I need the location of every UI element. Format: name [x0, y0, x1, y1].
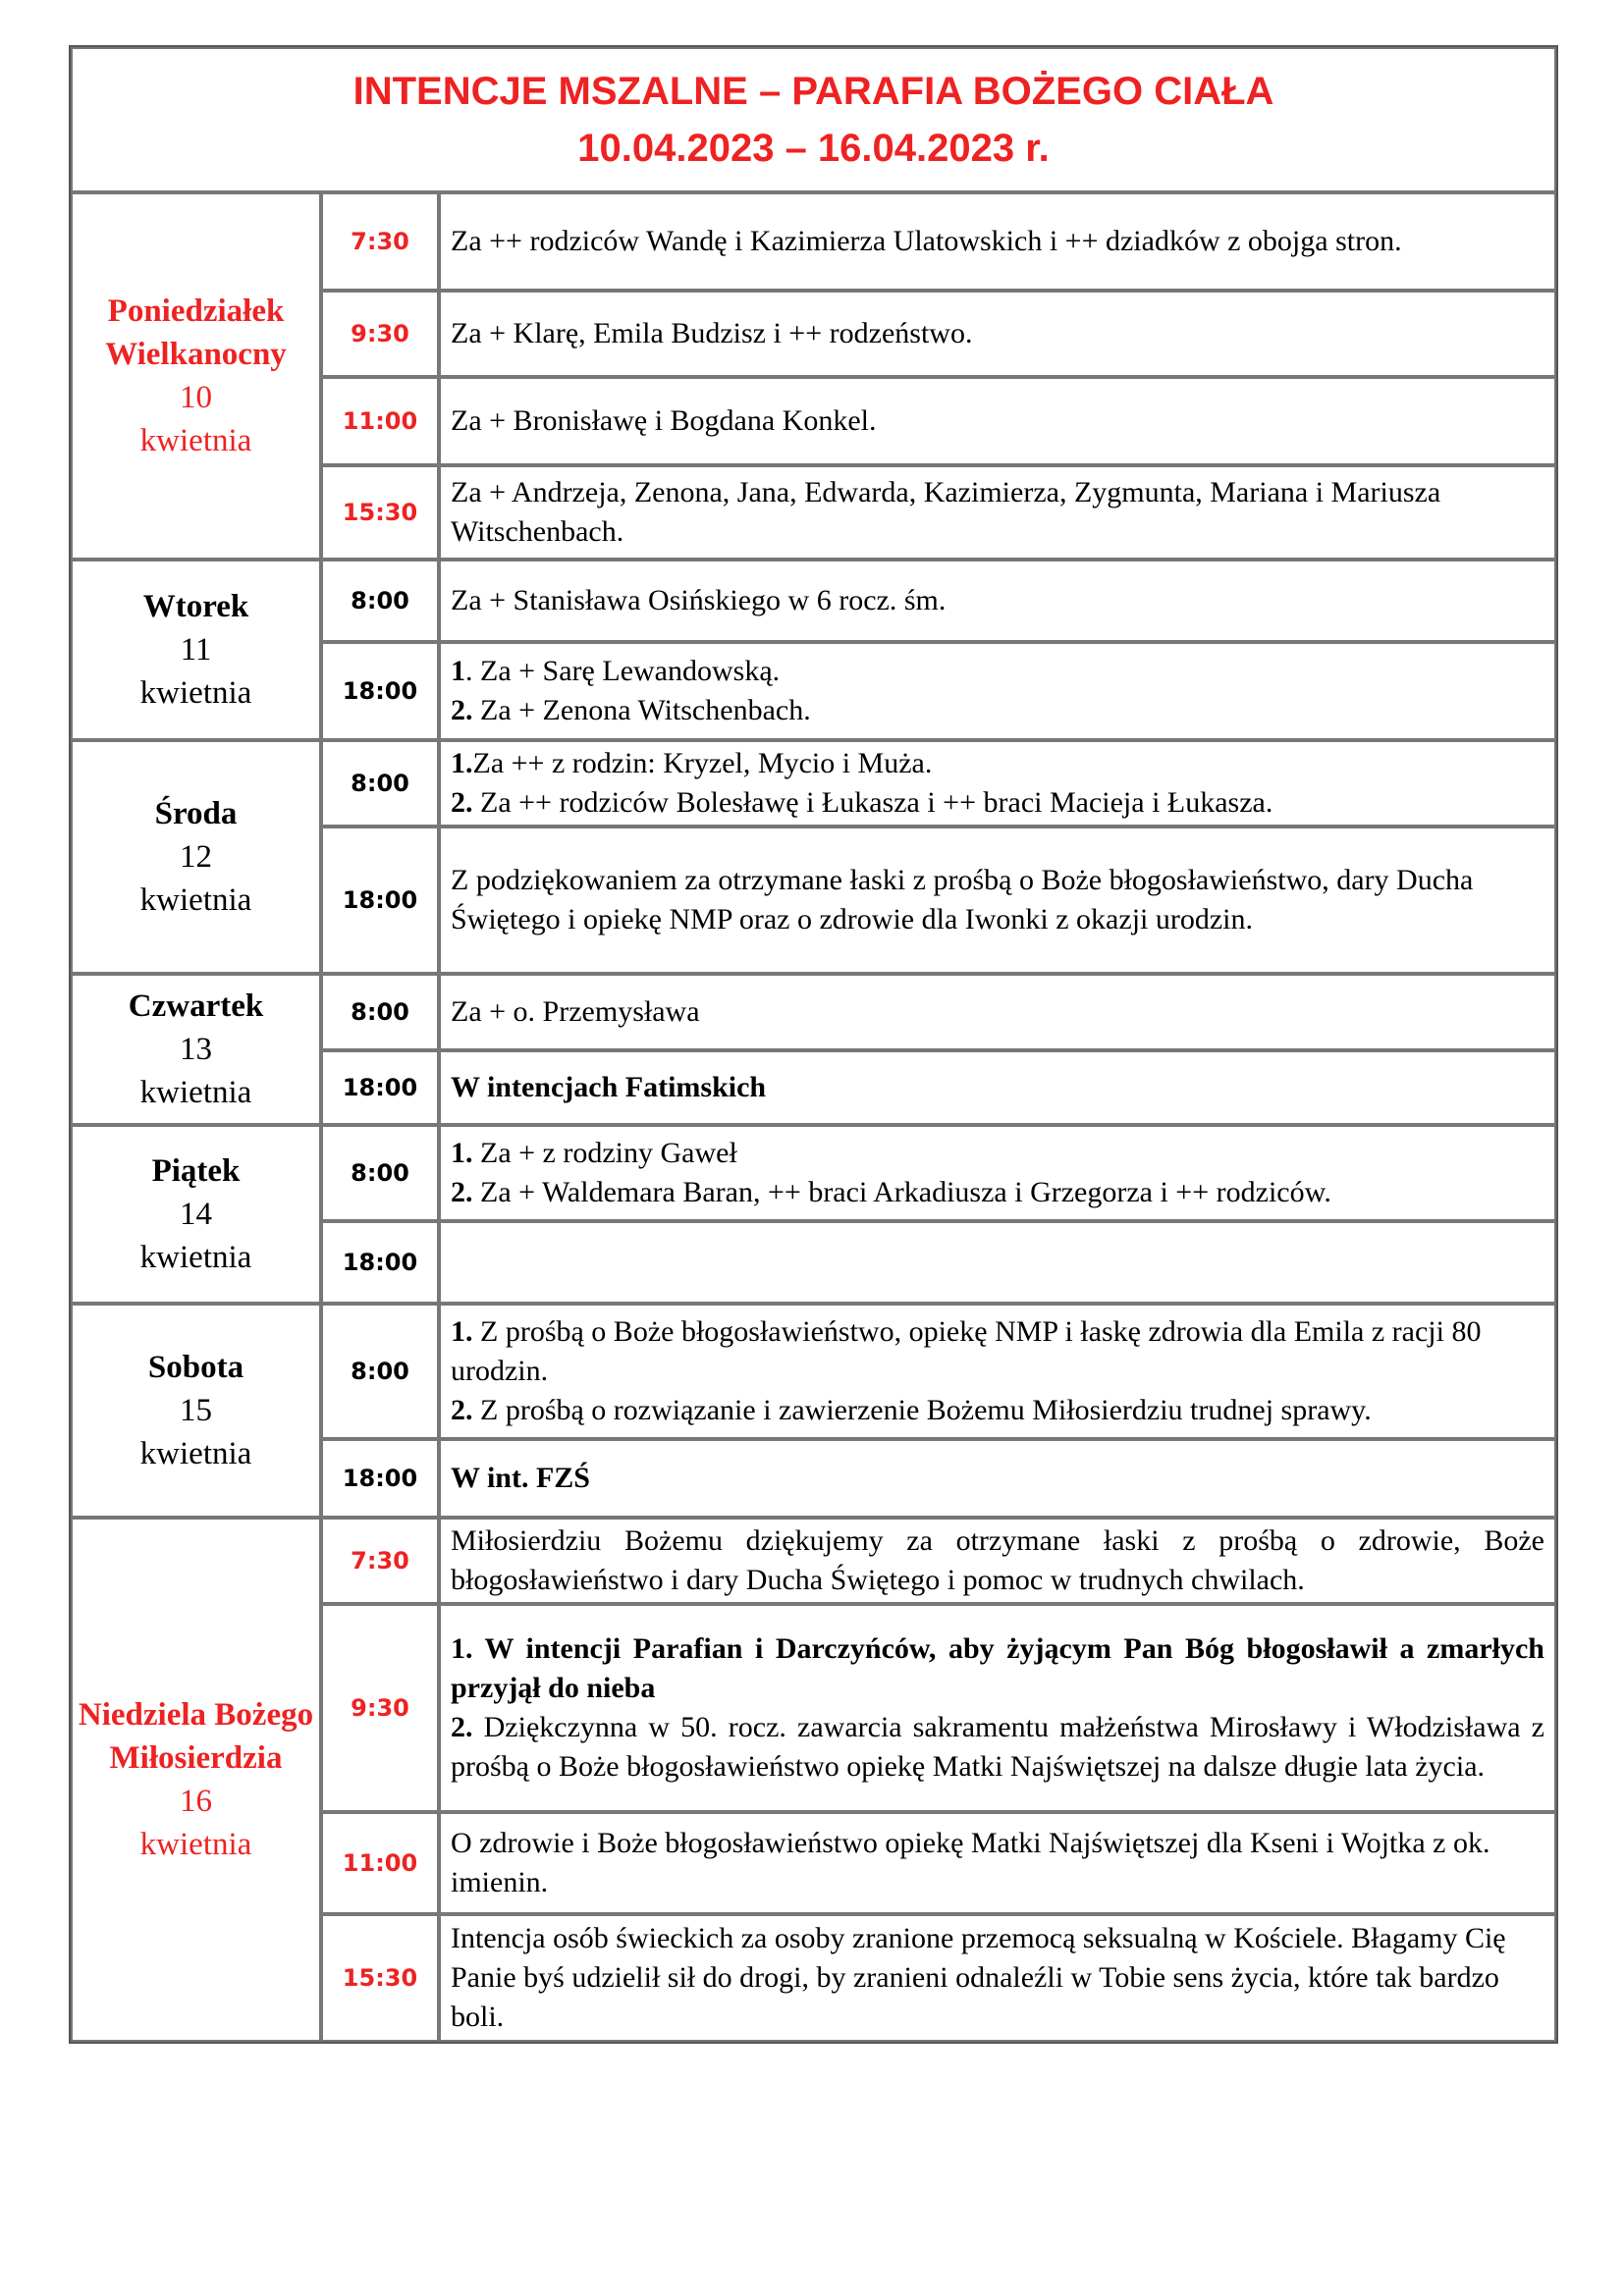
mass-row [71, 560, 1556, 642]
day-number: 11 [180, 632, 212, 667]
intention-line [451, 314, 1544, 353]
intention-line [451, 1824, 1544, 1902]
intention-text: Za + Bronisławę i Bogdana Konkel. [451, 404, 877, 437]
day-cell [71, 974, 321, 1125]
intention-text: Za + Andrzeja, Zenona, Jana, Edwarda, Kazimierza, Zygmunta, Mariana i Mariusza Witschenbach. [451, 476, 1441, 548]
intention-number: 2. [451, 1711, 473, 1743]
day-month: kwietnia [139, 1240, 252, 1275]
mass-intention [439, 465, 1556, 560]
intention-line [451, 473, 1544, 552]
mass-time: 18:00 [321, 1050, 439, 1125]
intention-number: 2. [451, 1394, 473, 1426]
mass-intention [439, 1914, 1556, 2042]
intention-line [451, 861, 1544, 939]
day-number: 16 [180, 1784, 212, 1819]
mass-intention [439, 642, 1556, 740]
mass-row [71, 740, 1556, 827]
intention-text: Za ++ z rodzin: Kryzel, Mycio i Muża. [472, 747, 933, 779]
mass-intention [439, 1050, 1556, 1125]
intention-text: Za + Stanisława Osińskiego w 6 rocz. śm. [451, 584, 947, 616]
mass-time: 7:30 [321, 1518, 439, 1604]
mass-intention [439, 291, 1556, 377]
day-name: Czwartek [128, 988, 264, 1024]
mass-row [71, 1518, 1556, 1604]
intention-number: 1. [451, 1315, 473, 1348]
mass-time: 7:30 [321, 192, 439, 291]
intention-line [451, 783, 1544, 823]
mass-time: 18:00 [321, 1439, 439, 1518]
intention-line [451, 1708, 1544, 1787]
intention-line [451, 992, 1544, 1032]
day-number: 14 [180, 1197, 212, 1232]
intention-number: 1. [451, 747, 473, 779]
intention-text: Miłosierdziu Bożemu dziękujemy za otrzymane łaski z prośbą o zdrowie, Boże błogosławieństwo i dary Ducha Świętego i pomoc w trudnych chwilach. [451, 1524, 1544, 1596]
mass-intention [439, 377, 1556, 465]
intention-text: O zdrowie i Boże błogosławieństwo opiekę Matki Najświętszej dla Kseni i Wojtka z ok. imienin. [451, 1827, 1490, 1898]
mass-time: 8:00 [321, 1125, 439, 1221]
mass-time: 18:00 [321, 827, 439, 974]
intention-text: Z prośbą o Boże błogosławieństwo, opiekę NMP i łaskę zdrowia dla Emila z racji 80 urodzin. [451, 1315, 1482, 1387]
day-name: Niedziela Bożego Miłosierdzia [78, 1697, 314, 1776]
intention-text: W intencji Parafian i Darczyńców, aby żyjącym Pan Bóg błogosławił a zmarłych przyjął do nieba [451, 1632, 1544, 1704]
mass-intention [439, 827, 1556, 974]
day-month: kwietnia [139, 882, 252, 918]
intention-line [451, 1919, 1544, 2037]
intention-number: 2. [451, 1176, 473, 1208]
intention-text: Za + Klarę, Emila Budzisz i ++ rodzeństwo. [451, 317, 973, 349]
intentions-table [69, 45, 1558, 2044]
day-month: kwietnia [139, 1075, 252, 1110]
mass-intention [439, 192, 1556, 291]
intention-line [451, 691, 1544, 730]
page-title: INTENCJE MSZALNE – PARAFIA BOŻEGO CIAŁA [352, 70, 1274, 113]
day-month: kwietnia [139, 1827, 252, 1862]
intention-line [451, 652, 1544, 691]
mass-intention [439, 1604, 1556, 1812]
intention-number: 1 [451, 655, 465, 687]
day-cell [71, 1304, 321, 1518]
intention-text: Za + Waldemara Baran, ++ braci Arkadiusza i Grzegorza i ++ rodziców. [472, 1176, 1331, 1208]
day-name: Poniedziałek Wielkanocny [105, 294, 287, 372]
intention-number: 1. [451, 1632, 473, 1665]
day-name: Środa [154, 796, 238, 831]
intention-text: Za + Zenona Witschenbach. [472, 694, 811, 726]
intention-line [451, 1522, 1544, 1600]
mass-time: 11:00 [321, 377, 439, 465]
intention-line [451, 744, 1544, 783]
intention-text: Z podziękowaniem za otrzymane łaski z prośbą o Boże błogosławieństwo, dary Ducha Świętego i opiekę NMP oraz o zdrowie dla Iwonki z okazji urodzin. [451, 864, 1474, 935]
day-cell [71, 1125, 321, 1304]
mass-time: 15:30 [321, 465, 439, 560]
intention-text: . Za + Sarę Lewandowską. [465, 655, 781, 687]
day-name: Sobota [147, 1350, 244, 1385]
mass-time: 8:00 [321, 1304, 439, 1439]
day-number: 10 [180, 380, 212, 415]
intention-text: Za ++ rodziców Wandę i Kazimierza Ulatowskich i ++ dziadków z obojga stron. [451, 225, 1402, 257]
intention-text: Intencja osób świeckich za osoby zranione przemocą seksualną w Kościele. Błagamy Cię Panie byś udzielił sił do drogi, by zranieni odnaleźli w Tobie sens życia, które tak bardzo boli. [451, 1922, 1506, 2033]
day-month: kwietnia [139, 423, 252, 458]
mass-time: 15:30 [321, 1914, 439, 2042]
intention-line [451, 222, 1544, 261]
intentions-table-body [71, 47, 1556, 2042]
intention-line [451, 1629, 1544, 1708]
intention-text: Za ++ rodziców Bolesławę i Łukasza i ++ braci Macieja i Łukasza. [472, 786, 1273, 819]
header-row [71, 47, 1556, 192]
mass-intention [439, 1221, 1556, 1304]
mass-intention [439, 1304, 1556, 1439]
mass-time: 8:00 [321, 740, 439, 827]
mass-intention [439, 1812, 1556, 1914]
intention-line [451, 1312, 1544, 1391]
intention-line [451, 401, 1544, 441]
intention-text: W int. FZŚ [451, 1462, 590, 1494]
intention-text: Z prośbą o rozwiązanie i zawierzenie Bożemu Miłosierdziu trudnej sprawy. [472, 1394, 1372, 1426]
intention-number: 2. [451, 786, 473, 819]
day-number: 12 [180, 839, 212, 875]
mass-intention [439, 1439, 1556, 1518]
intentions-sheet [69, 45, 1554, 2044]
mass-intention [439, 1125, 1556, 1221]
mass-intention [439, 740, 1556, 827]
day-month: kwietnia [139, 1436, 252, 1471]
mass-time: 11:00 [321, 1812, 439, 1914]
intention-text: Za + o. Przemysława [451, 995, 700, 1028]
mass-intention [439, 560, 1556, 642]
mass-time: 8:00 [321, 974, 439, 1050]
day-cell [71, 740, 321, 974]
day-number: 15 [180, 1393, 212, 1428]
intention-line [451, 1391, 1544, 1430]
intention-text: Za + z rodziny Gaweł [472, 1137, 737, 1169]
intention-line [451, 1134, 1544, 1173]
mass-time: 18:00 [321, 642, 439, 740]
intention-text: Dziękczynna w 50. rocz. zawarcia sakramentu małżeństwa Mirosławy i Włodzisława z prośbą o Boże błogosławieństwo opiekę Matki Najświętszej na dalsze długie lata życia. [451, 1711, 1544, 1783]
day-name: Piątek [151, 1153, 241, 1189]
day-cell [71, 1518, 321, 2042]
day-cell [71, 192, 321, 560]
header-cell [71, 47, 1556, 192]
mass-time: 9:30 [321, 1604, 439, 1812]
mass-row [71, 192, 1556, 291]
mass-time: 9:30 [321, 291, 439, 377]
mass-row [71, 1304, 1556, 1439]
mass-time: 8:00 [321, 560, 439, 642]
intention-line [451, 1459, 1544, 1498]
day-month: kwietnia [139, 675, 252, 711]
mass-row [71, 1125, 1556, 1221]
date-range: 10.04.2023 – 16.04.2023 r. [577, 127, 1050, 170]
day-cell [71, 560, 321, 740]
mass-row [71, 974, 1556, 1050]
mass-time: 18:00 [321, 1221, 439, 1304]
intention-number: 1. [451, 1137, 473, 1169]
day-name: Wtorek [142, 589, 249, 624]
intention-line [451, 1068, 1544, 1107]
mass-intention [439, 974, 1556, 1050]
intention-line [451, 1173, 1544, 1212]
intention-text: W intencjach Fatimskich [451, 1071, 767, 1103]
intention-line [451, 581, 1544, 620]
mass-intention [439, 1518, 1556, 1604]
day-number: 13 [180, 1032, 212, 1067]
intention-number: 2. [451, 694, 473, 726]
